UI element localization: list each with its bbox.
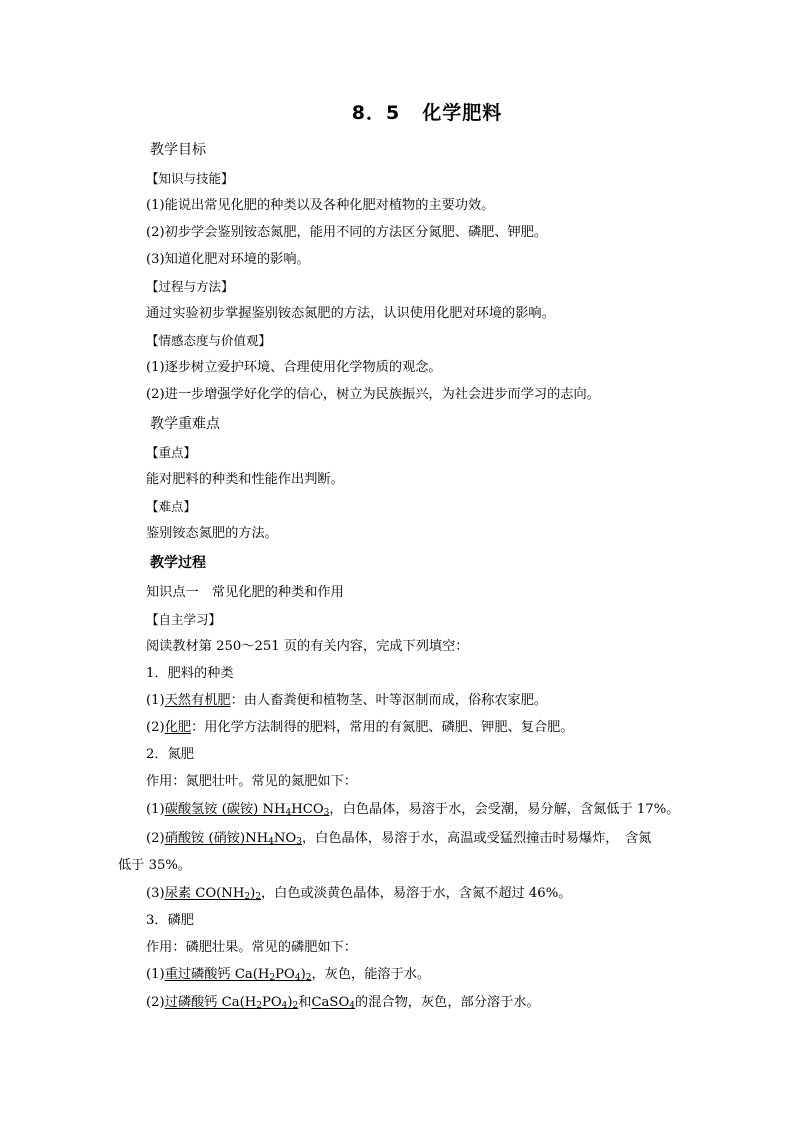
answer-blank: 天然有机肥 [164, 693, 231, 708]
heading-teaching-process: 教学过程 [150, 555, 206, 571]
nitrogen-function: 作用：氮肥壮叶。常见的氮肥如下： [146, 774, 357, 789]
key-point-text: 能对肥料的种类和性能作出判断。 [146, 472, 344, 487]
subheading-self-study: 【自主学习】 [146, 612, 222, 627]
attitude-item-1: (1)逐步树立爱护环境、合理使用化学物质的观念。 [146, 360, 442, 375]
section-fertilizer-types: 1．肥料的种类 [146, 666, 234, 681]
phosphate-function: 作用：磷肥壮果。常见的磷肥如下： [146, 940, 357, 955]
nitrogen-item-1: (1)碳酸氢铵 (碳铵) $NH_4HCO_3$，白色晶体，易溶于水，会受潮，易分解，含氮低于 17%。 [146, 802, 680, 818]
answer-blank: CaSO$_4$ [311, 995, 356, 1011]
fertilizer-type-1: (1)天然有机肥：由人畜粪便和植物茎、叶等沤制而成，俗称农家肥。 [146, 693, 548, 708]
subheading-process-method: 【过程与方法】 [146, 279, 234, 294]
goal-item-3: (3)知道化肥对环境的影响。 [146, 252, 310, 267]
fertilizer-type-2: (2)化肥：用化学方法制得的肥料，常用的有氮肥、磷肥、钾肥、复合肥。 [146, 720, 574, 735]
phosphate-item-2: (2)过磷酸钙 $Ca(H_2PO_4)_2$和CaSO$_4$的混合物，灰色，部分溶于水。 [146, 995, 540, 1011]
page-title [0, 98, 794, 125]
nitrogen-item-3: (3)尿素 $CO(NH_2)_2$，白色或淡黄色晶体，易溶于水，含氮不超过 46%。 [146, 886, 572, 902]
answer-blank: 化肥 [164, 720, 192, 735]
answer-blank: 尿素 $CO(NH_2)_2$ [164, 886, 261, 902]
process-text: 通过实验初步掌握鉴别铵态氮肥的方法，认识使用化肥对环境的影响。 [146, 306, 555, 321]
subheading-key-point: 【重点】 [146, 445, 197, 460]
heading-teaching-goals: 教学目标 [150, 142, 206, 158]
heading-key-difficult: 教学重难点 [150, 416, 220, 432]
knowledge-point-1: 知识点一 常见化肥的种类和作用 [146, 585, 344, 600]
section-phosphate-fertilizer: 3．磷肥 [146, 913, 194, 928]
section-nitrogen-fertilizer: 2．氮肥 [146, 747, 194, 762]
section-title: 化学肥料 [422, 102, 503, 124]
answer-blank: 碳酸氢铵 (碳铵) $NH_4HCO_3$ [164, 802, 330, 818]
nitrogen-item-2-cont: 低于 35%。 [118, 858, 192, 873]
goal-item-1: (1)能说出常见化肥的种类以及各种化肥对植物的主要功效。 [146, 198, 495, 213]
section-number: 8．5 [351, 102, 401, 124]
goal-item-2: (2)初步学会鉴别铵态氮肥，能用不同的方法区分氮肥、磷肥、钾肥。 [146, 225, 548, 240]
answer-blank: 硝酸铵 (硝铵)$NH_4NO_3$ [164, 831, 302, 847]
answer-blank: 重过磷酸钙 $Ca(H_2PO_4)_2$ [164, 967, 312, 983]
answer-blank: 过磷酸钙 $Ca(H_2PO_4)_2$ [164, 995, 299, 1011]
subheading-knowledge-skills: 【知识与技能】 [146, 171, 234, 186]
reading-instruction: 阅读教材第 250～251 页的有关内容，完成下列填空： [146, 639, 469, 654]
subheading-difficult-point: 【难点】 [146, 499, 197, 514]
attitude-item-2: (2)进一步增强学好化学的信心，树立为民族振兴，为社会进步而学习的志向。 [146, 387, 600, 402]
difficult-point-text: 鉴别铵态氮肥的方法。 [146, 526, 278, 541]
nitrogen-item-2: (2)硝酸铵 (硝铵)$NH_4NO_3$，白色晶体，易溶于水，高温或受猛烈撞击时易爆炸， 含氮 [146, 831, 652, 847]
subheading-attitude-values: 【情感态度与价值观】 [146, 333, 272, 348]
phosphate-item-1: (1)重过磷酸钙 $Ca(H_2PO_4)_2$，灰色，能溶于水。 [146, 967, 431, 983]
